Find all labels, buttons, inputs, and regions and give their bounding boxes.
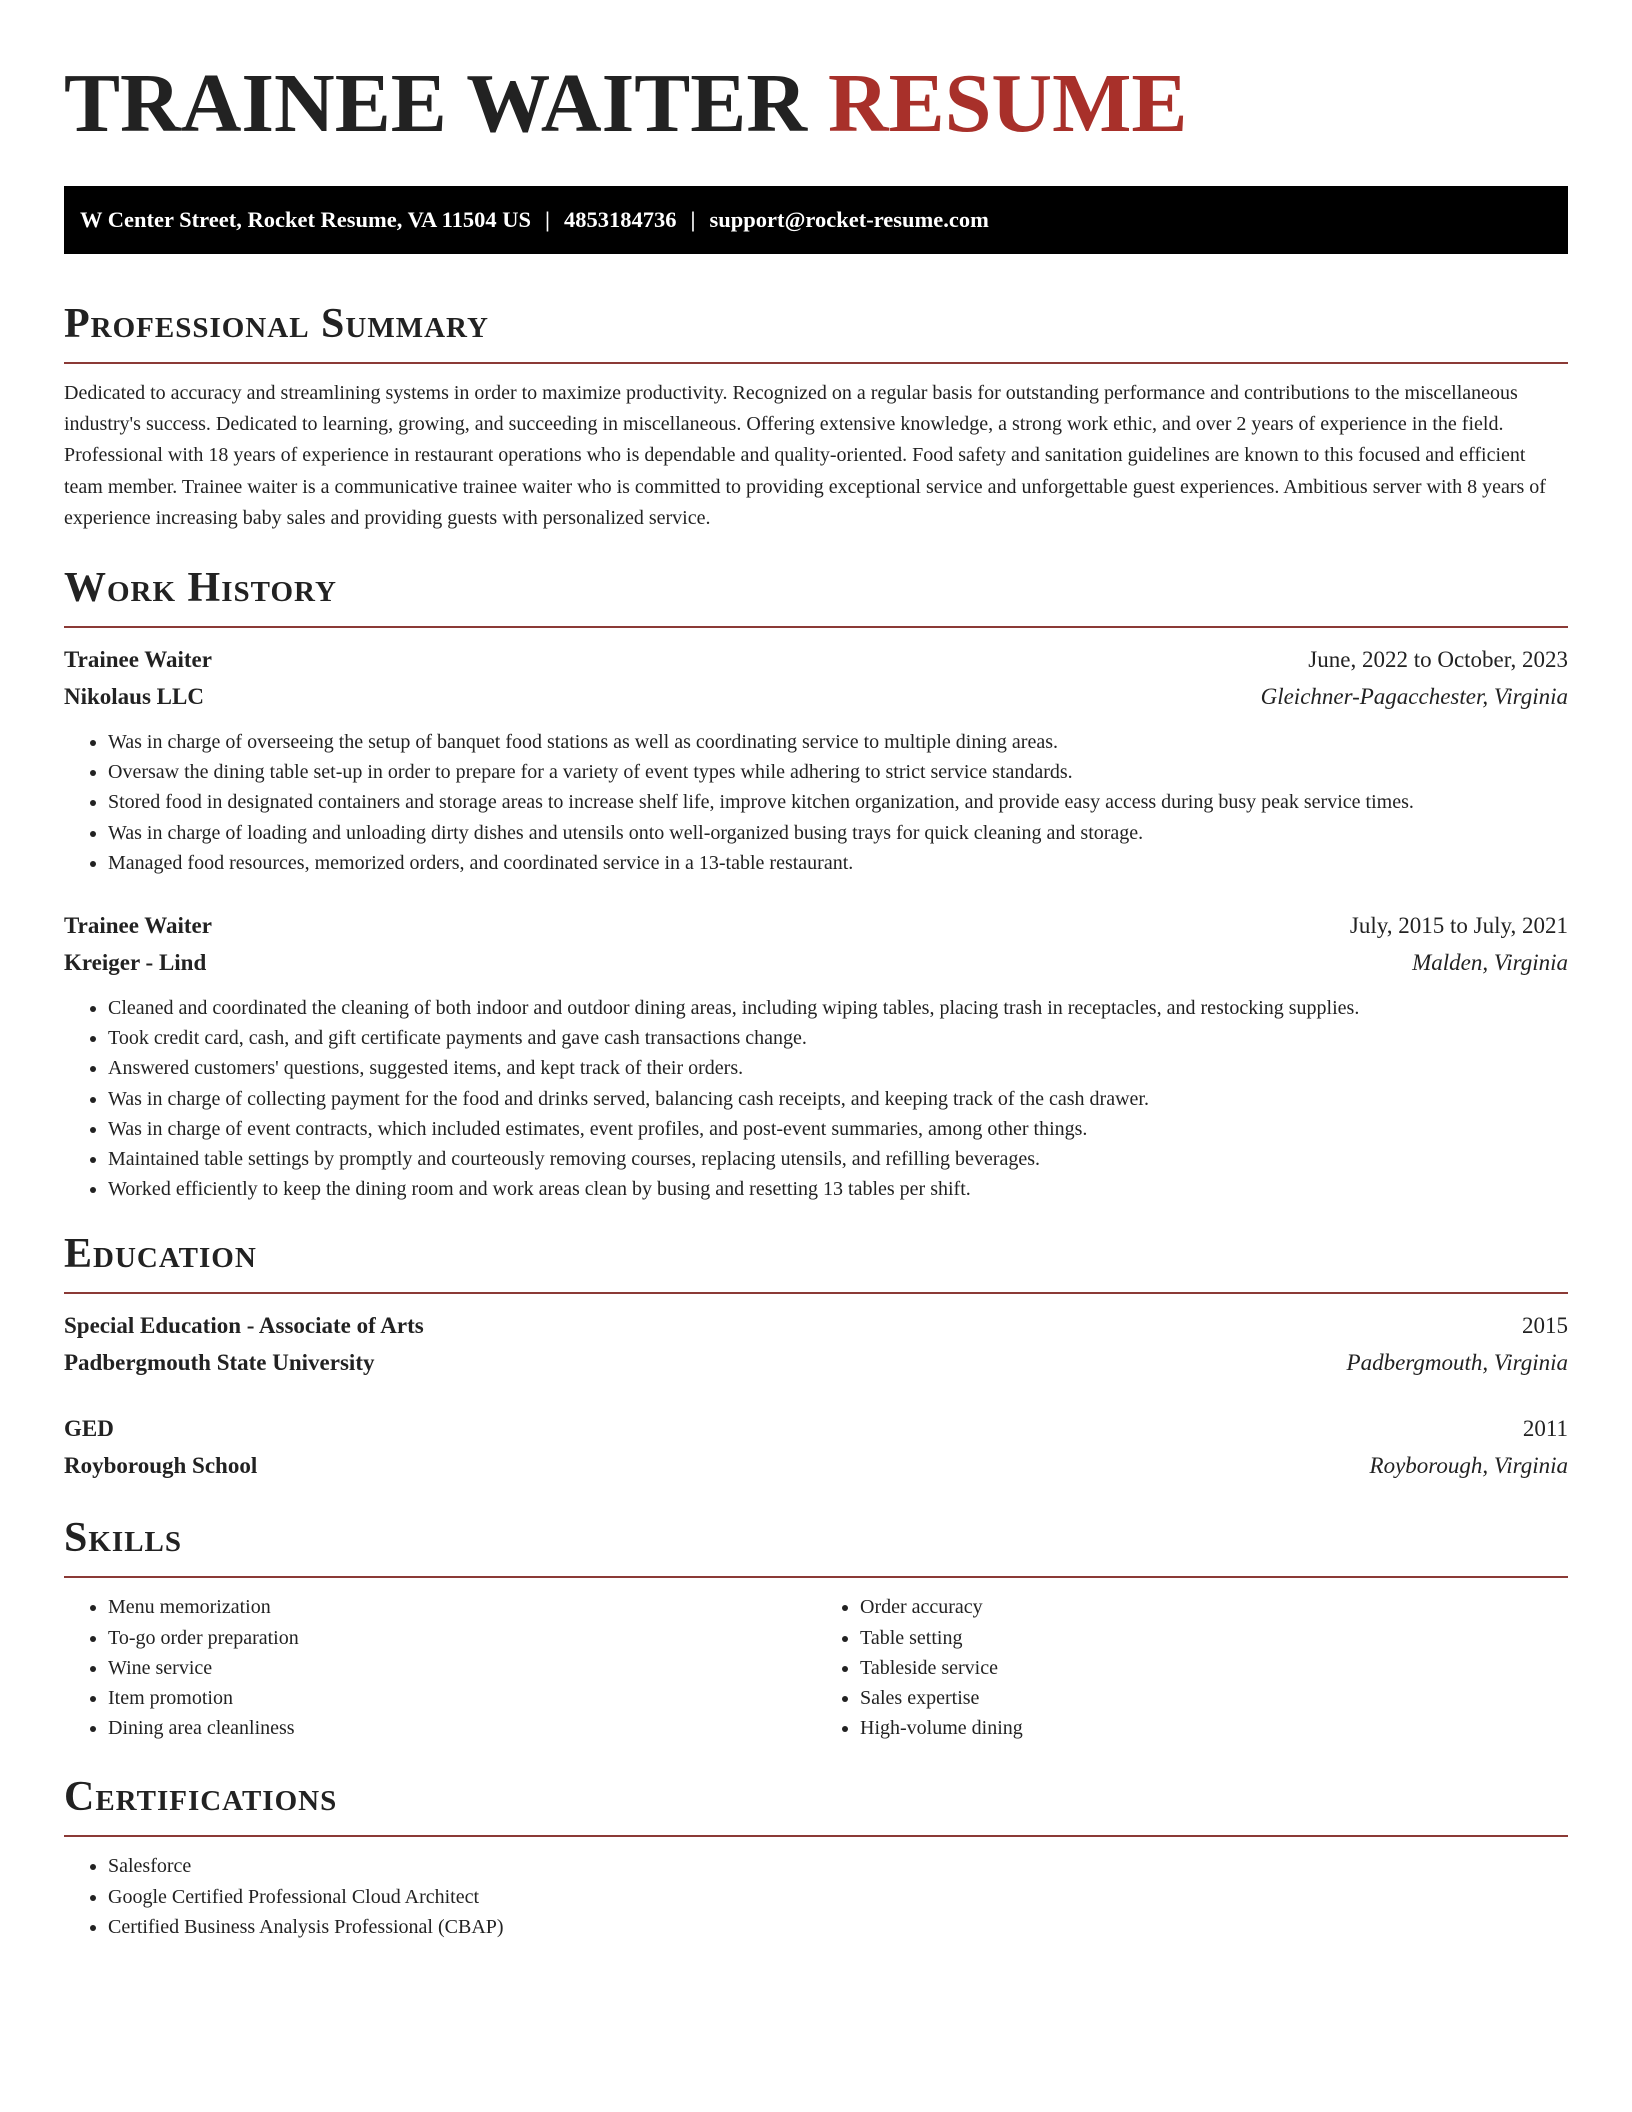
job-bullets: [64, 727, 1568, 878]
contact-separator: |: [545, 207, 550, 232]
job-company: Nikolaus LLC: [64, 683, 204, 709]
list-item: • Worked efficiently to keep the dining room and work areas clean by busing and resetting 13 tables per shift.: [108, 1174, 1568, 1204]
job-title: Trainee Waiter: [64, 647, 212, 673]
education-year: 2011: [1522, 1416, 1568, 1442]
section-divider: [64, 1576, 1568, 1578]
section-title-skills: Skills: [64, 1515, 183, 1562]
education-school: Padbergmouth State University: [64, 1349, 375, 1375]
job-entry: [64, 908, 1568, 1204]
education-location: Royborough, Virginia: [1369, 1452, 1568, 1478]
contact-separator: |: [690, 207, 696, 232]
job-location: Gleichner-Pagacchester, Virginia: [1260, 683, 1568, 709]
list-item: • Menu memorization: [108, 1592, 816, 1622]
job-entry: [64, 642, 1568, 878]
list-item: • Answered customers' questions, suggested items, and kept track of their orders.: [108, 1053, 1568, 1083]
list-item: • Was in charge of collecting payment for the food and drinks served, balancing cash receipts, and keeping track of the cash drawer.: [108, 1084, 1568, 1114]
job-header-row: [64, 908, 1568, 945]
education-entry: [64, 1411, 1568, 1484]
section-divider: [64, 626, 1568, 628]
job-header-row: [64, 642, 1568, 679]
contact-address: W Center Street, Rocket Resume, VA 11504 US: [80, 207, 532, 232]
certifications-list: [64, 1851, 1568, 1942]
list-item: • Was in charge of loading and unloading dirty dishes and utensils onto well-organized busing trays for quick cleaning and storage.: [108, 818, 1568, 848]
contact-bar: [64, 186, 1568, 254]
list-item: • Salesforce: [108, 1851, 1568, 1881]
section-title-work: Work History: [64, 565, 337, 612]
education-degree: Special Education - Associate of Arts: [64, 1313, 424, 1339]
list-item: • Stored food in designated containers and storage areas to increase shelf life, improve kitchen organization, and provide easy access during busy peak service times.: [108, 787, 1568, 817]
education-header-row: [64, 1308, 1568, 1345]
list-item: • Sales expertise: [860, 1683, 1568, 1713]
job-company-row: [64, 945, 1568, 982]
job-location: Malden, Virginia: [1412, 949, 1568, 975]
list-item: • Certified Business Analysis Professional (CBAP): [108, 1912, 1568, 1942]
list-item: • Wine service: [108, 1653, 816, 1683]
list-item: • Was in charge of overseeing the setup of banquet food stations as well as coordinating service to multiple dining areas.: [108, 727, 1568, 757]
education-school-row: [64, 1345, 1568, 1382]
section-title-education: Education: [64, 1231, 257, 1278]
education-entry: [64, 1308, 1568, 1381]
section-title-summary: Professional Summary: [64, 301, 489, 347]
list-item: • To-go order preparation: [108, 1623, 816, 1653]
list-item: • Oversaw the dining table set-up in order to prepare for a variety of event types while adhering to strict service standards.: [108, 757, 1568, 787]
section-divider: [64, 1292, 1568, 1294]
list-item: • Google Certified Professional Cloud Architect: [108, 1882, 1568, 1912]
skills-column-right: [816, 1592, 1568, 1743]
job-bullets: [64, 993, 1568, 1204]
list-item: • Dining area cleanliness: [108, 1713, 816, 1743]
contact-email: support@rocket-resume.com: [709, 207, 989, 232]
skills-column-left: [64, 1592, 816, 1743]
education-year: 2015: [1522, 1313, 1568, 1339]
list-item: • Was in charge of event contracts, which included estimates, event profiles, and post-event summaries, among other things.: [108, 1114, 1568, 1144]
section-title-certifications: Certifications: [64, 1774, 338, 1821]
skills-list: [64, 1592, 1568, 1743]
list-item: • Managed food resources, memorized orders, and coordinated service in a 13-table restaurant.: [108, 848, 1568, 878]
title-accent: RESUME: [828, 57, 1188, 150]
job-dates: July, 2015 to July, 2021: [1349, 913, 1568, 939]
contact-phone: 4853184736: [563, 207, 677, 232]
list-item: • Cleaned and coordinated the cleaning of both indoor and outdoor dining areas, including wiping tables, placing trash in receptacles, and restocking supplies.: [108, 993, 1568, 1023]
section-divider: [64, 1835, 1568, 1837]
education-degree: GED: [64, 1416, 114, 1442]
list-item: • Order accuracy: [860, 1592, 1568, 1622]
summary-text: Dedicated to accuracy and streamlining systems in order to maximize productivity. Recognized on a regular basis for outstanding performance and contributions to the miscellaneous industry's success. Dedicated to learning, growing, and succeeding in miscellaneous. Offering extensive knowledge, a strong work ethic, and over 2 years of experience in the field. Professional with 18 years of experience in restaurant operations who is dependable and quality-oriented. Food safety and sanitation guidelines are known to this focused and efficient team member. Trainee waiter is a communicative trainee waiter who is committed to providing exceptional service and unforgettable guest experiences. Ambitious server with 8 years of experience increasing baby sales and providing guests with personalized service.: [64, 382, 1546, 529]
list-item: • Table setting: [860, 1623, 1568, 1653]
list-item: • Tableside service: [860, 1653, 1568, 1683]
job-company-row: [64, 679, 1568, 716]
section-divider: [64, 362, 1568, 364]
education-header-row: [64, 1411, 1568, 1448]
job-dates: June, 2022 to October, 2023: [1308, 647, 1568, 673]
list-item: • Took credit card, cash, and gift certificate payments and gave cash transactions change.: [108, 1023, 1568, 1053]
title-main: TRAINEE WAITER: [64, 57, 807, 150]
job-title: Trainee Waiter: [64, 913, 212, 939]
education-school-row: [64, 1448, 1568, 1485]
list-item: • Item promotion: [108, 1683, 816, 1713]
job-company: Kreiger - Lind: [64, 949, 207, 975]
list-item: • High-volume dining: [860, 1713, 1568, 1743]
education-location: Padbergmouth, Virginia: [1346, 1349, 1568, 1375]
education-school: Royborough School: [64, 1452, 258, 1478]
list-item: • Maintained table settings by promptly and courteously removing courses, replacing utensils, and refilling beverages.: [108, 1144, 1568, 1174]
resume-title: [64, 0, 1568, 152]
